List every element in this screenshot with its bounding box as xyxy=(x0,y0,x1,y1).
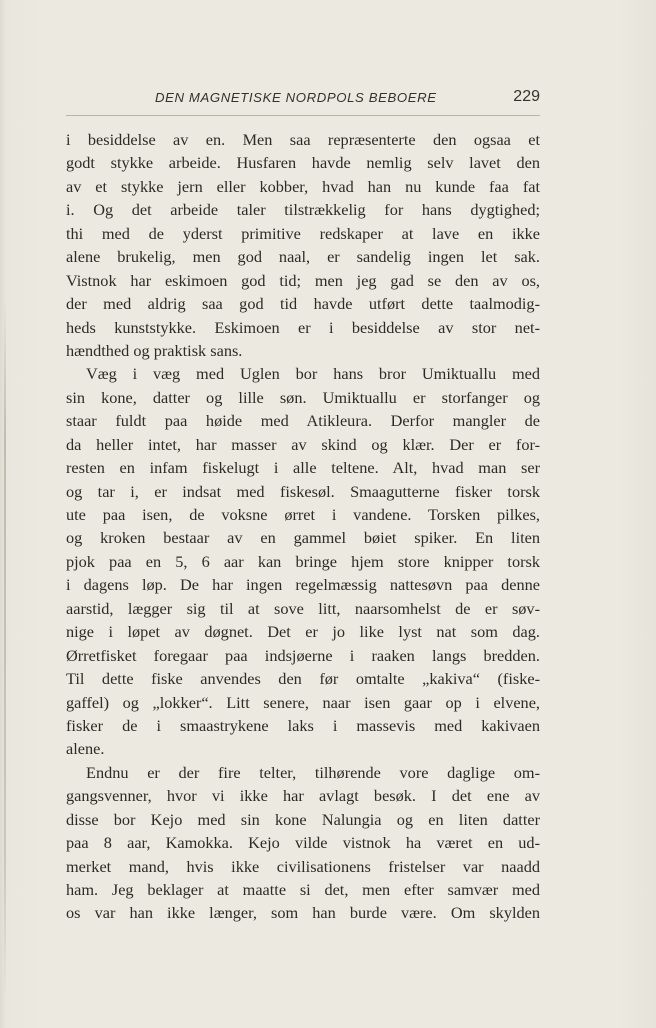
text-line: aarstid, lægger sig til at sove litt, naarsomhelst de er søv- xyxy=(66,598,540,618)
text-line: og kroken bestaar av en gammel bøiet spiker. En liten xyxy=(66,528,540,548)
text-line: Vistnok har eskimoen god tid; men jeg gad se den av os, xyxy=(66,270,540,290)
text-line: Endnu er der fire telter, tilhørende vore daglige om- xyxy=(86,762,540,782)
text-line: da heller intet, har masser av skind og klær. Der er for- xyxy=(66,434,540,454)
running-header xyxy=(66,90,540,112)
text-line: paa 8 aar, Kamokka. Kejo vilde vistnok ha været en ud- xyxy=(66,833,540,853)
text-line: ute paa isen, de voksne ørret i vandene. Torsken pilkes, xyxy=(66,505,540,524)
text-line: i besiddelse av en. Men saa repræsenterte den ogsaa et xyxy=(66,130,540,149)
text-line: der med aldrig saa god tid havde utført dette taalmodig- xyxy=(66,294,540,314)
text-line: resten en infam fiskelugt i alle teltene. Alt, hvad man ser xyxy=(66,458,540,478)
text-line: i dagens løp. De har ingen regelmæssig nattesøvn paa denne xyxy=(66,575,540,595)
text-line: os var han ikke længer, som han burde være. Om skylden xyxy=(66,903,540,923)
text-line: alene. xyxy=(66,739,105,759)
binding-shadow xyxy=(4,300,6,1000)
text-line: disse bor Kejo med sin kone Nalungia og en liten datter xyxy=(66,809,540,829)
text-line: ham. Jeg beklager at maatte si det, men efter samvær med xyxy=(66,880,540,899)
text-line: Til dette fiske anvendes den før omtalte „kakiva“ (fiske- xyxy=(66,669,540,689)
text-line: pjok paa en 5, 6 aar kan bringe hjem store knipper torsk xyxy=(66,551,540,571)
text-line: gaffel) og „lokker“. Litt senere, naar isen gaar op i elvene, xyxy=(66,692,540,712)
text-line: av et stykke jern eller kobber, hvad han nu kunde faa fat xyxy=(66,176,540,196)
text-line: sin kone, datter og lille søn. Umiktuallu er storfanger og xyxy=(66,387,540,407)
text-line: i. Og det arbeide taler tilstrækkelig for hans dygtighed; xyxy=(66,200,540,220)
body-text xyxy=(66,128,540,925)
text-line: nige i løpet av døgnet. Det er jo like lyst nat som dag. xyxy=(66,622,540,642)
running-title: DEN MAGNETISKE NORDPOLS BEBOERE xyxy=(155,90,437,105)
text-line: merket mand, hvis ikke civilisationens fristelser var naadd xyxy=(66,856,540,876)
text-line: og tar i, er indsat med fiskesøl. Smaagutterne fisker torsk xyxy=(66,481,540,501)
text-line: staar fuldt paa høide med Atikleura. Derfor mangler de xyxy=(66,411,540,431)
text-line: Væg i væg med Uglen bor hans bror Umiktuallu med xyxy=(86,364,540,384)
text-line: fisker de i smaastrykene laks i massevis med kakivaen xyxy=(66,715,540,735)
header-rule xyxy=(66,115,540,116)
text-line: gangsvenner, hvor vi ikke har avlagt besøk. I det ene av xyxy=(66,786,540,806)
text-line: alene brukelig, men god naal, er sandelig ingen let sak. xyxy=(66,247,540,267)
text-line: heds kunststykke. Eskimoen er i besiddelse av stor net- xyxy=(66,317,540,337)
page-number: 229 xyxy=(513,88,540,105)
text-line: Ørretfisket foregaar paa indsjøerne i raaken langs bredden. xyxy=(66,645,540,665)
text-line: godt stykke arbeide. Husfaren havde nemlig selv lavet den xyxy=(66,153,540,173)
text-line: thi med de yderst primitive redskaper at lave en ikke xyxy=(66,223,540,243)
text-line: hændthed og praktisk sans. xyxy=(66,340,243,360)
